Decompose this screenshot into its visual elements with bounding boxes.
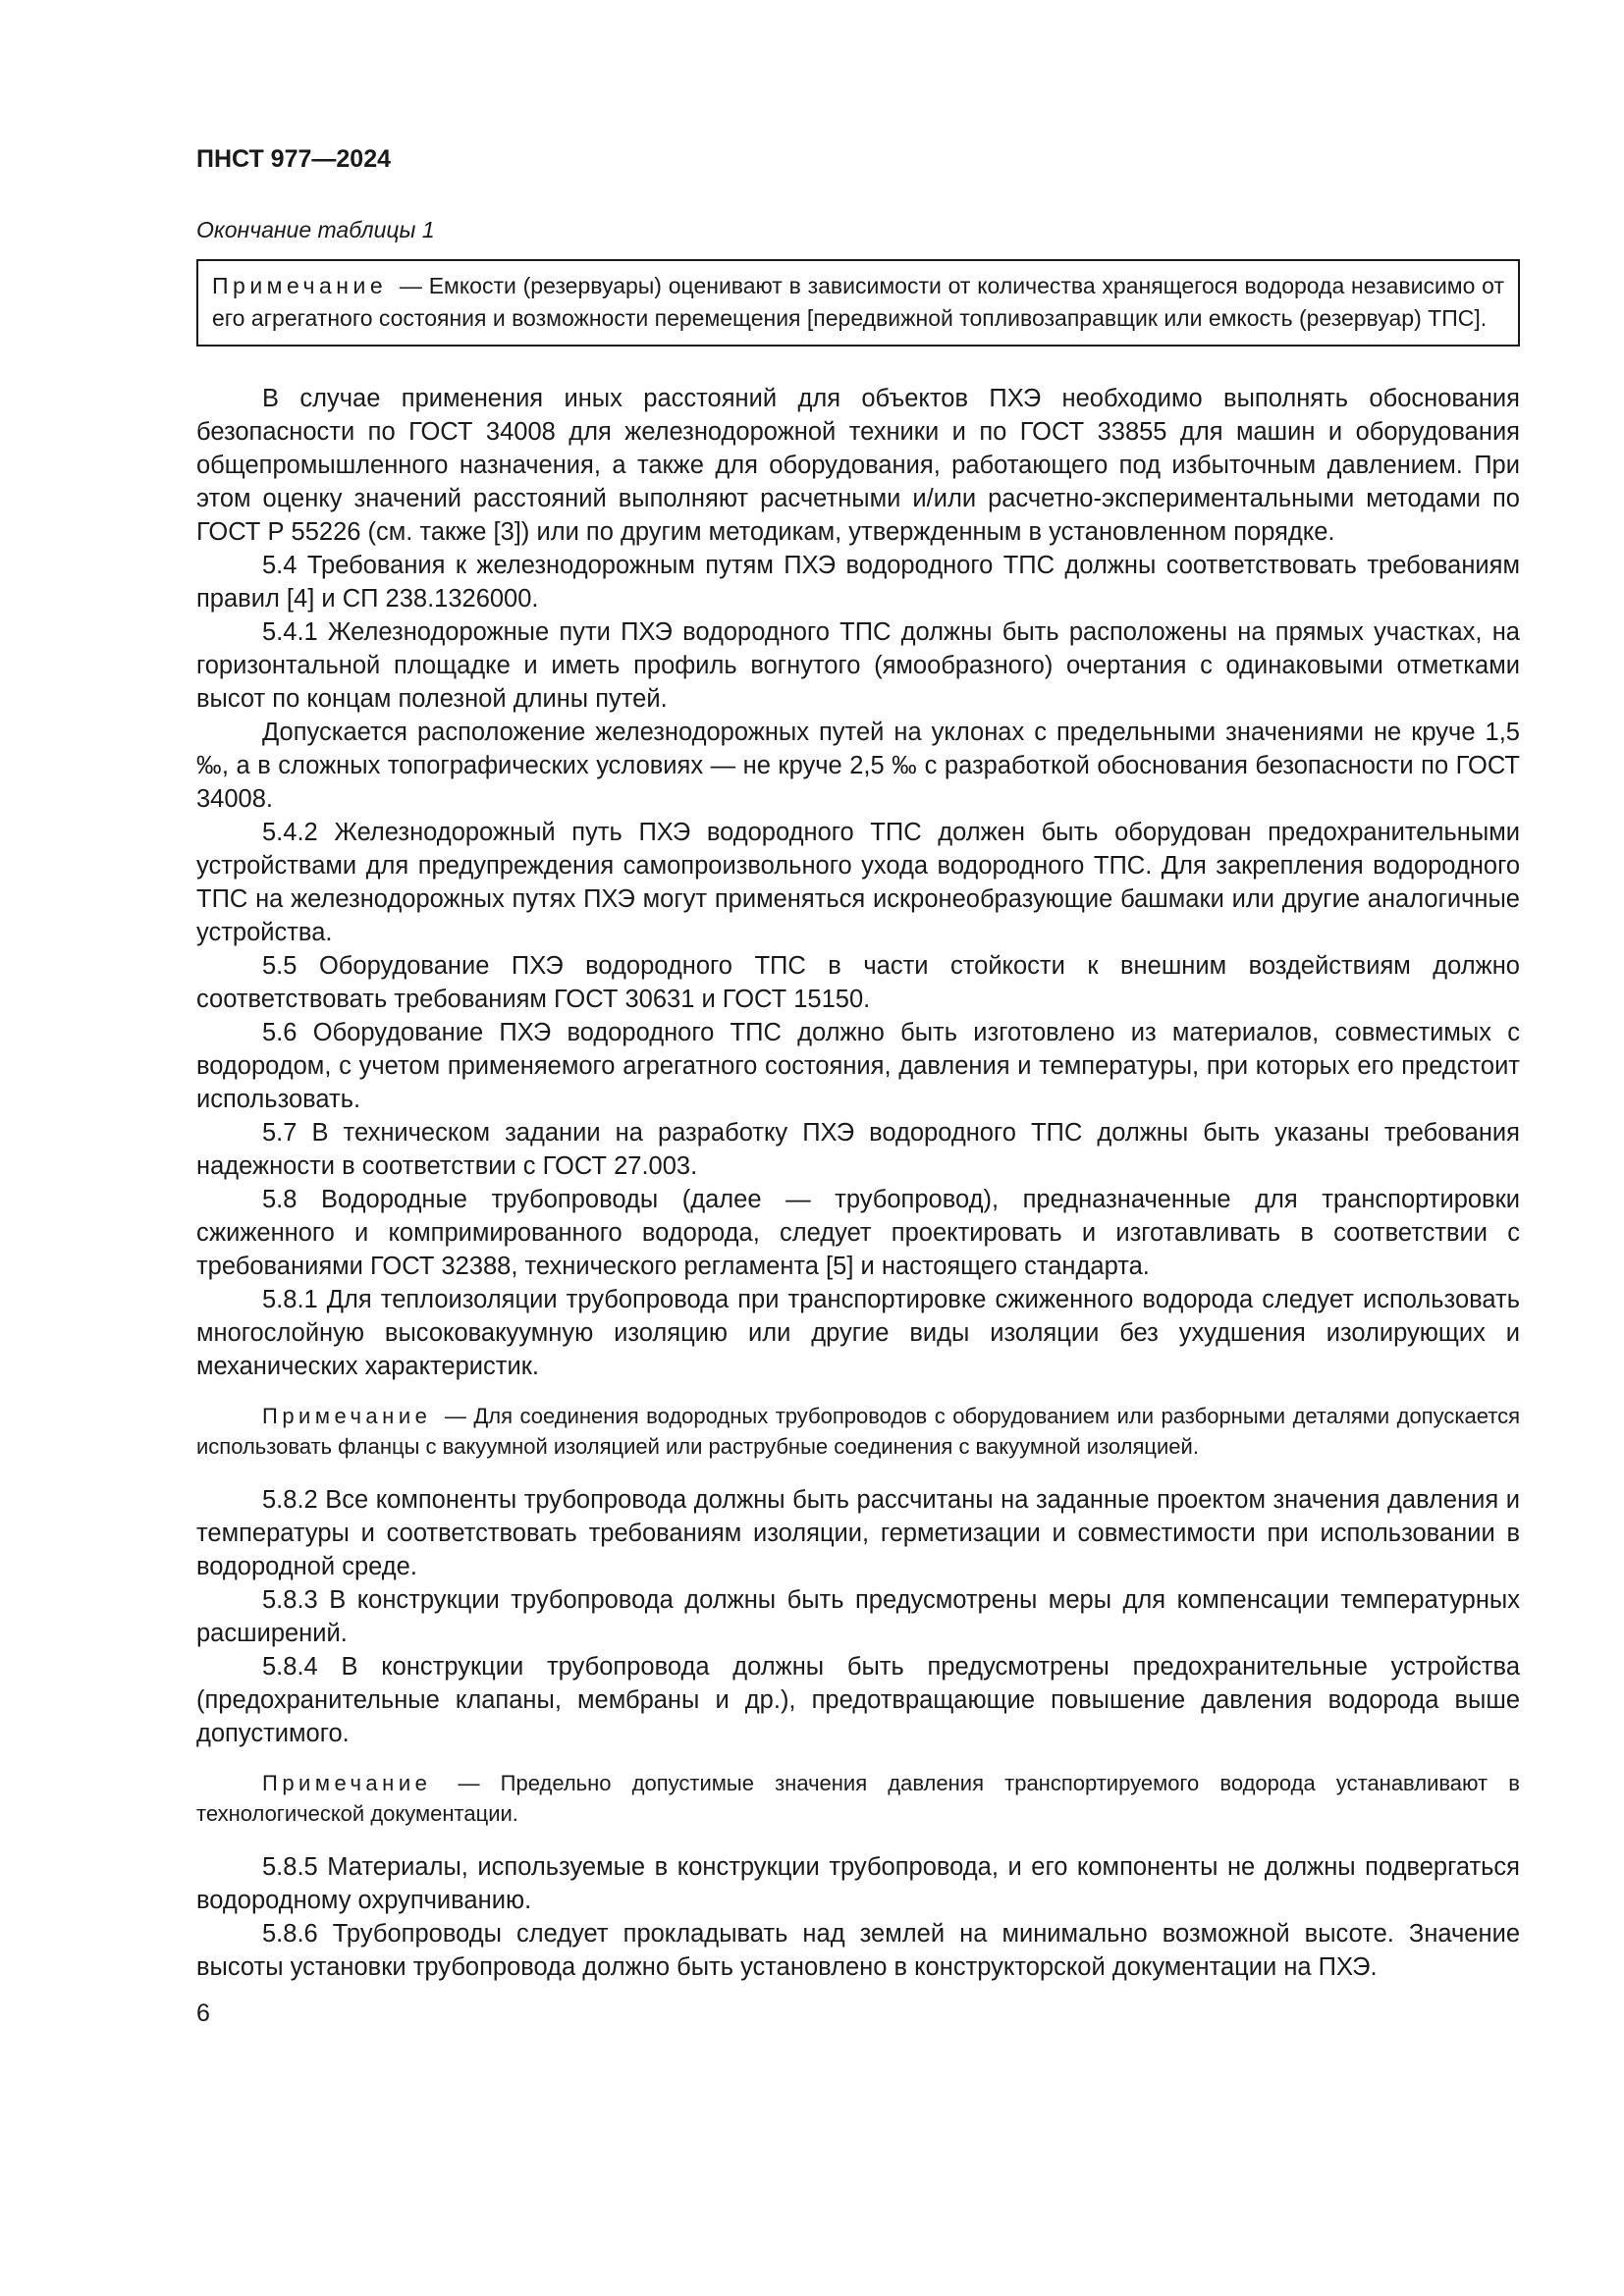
paragraph-5-8-4: 5.8.4 В конструкции трубопровода должны быть предусмотрены предохранительные устройства (предохранительные клапаны, мембраны и др.), предотвращающие повышение давления водорода выше допустимого. (196, 1653, 1520, 1747)
note-label: Примечание (262, 1771, 432, 1795)
paragraph: В случае применения иных расстояний для объектов ПХЭ необходимо выполнять обоснования безопасности по ГОСТ 34008 для железнодорожной техники и по ГОСТ 33855 для машин и оборудования общепромышленного назначения, а также для оборудования, работающего под избыточным давлением. При этом оценку значений расстояний выполняют расчетными и/или расчетно-экспериментальными методами по ГОСТ Р 55226 (см. также [3]) или по другим методикам, утвержденным в установленном порядке. (196, 385, 1520, 546)
page-number: 6 (196, 2000, 210, 2027)
note-text: — Предельно допустимые значения давления транспортируемого водорода устанавливают в технологической документации. (196, 1771, 1520, 1826)
paragraph-5-4-1: 5.4.1 Железнодорожные пути ПХЭ водородного ТПС должны быть расположены на прямых участках, на горизонтальной площадке и иметь профиль вогнутого (ямообразного) очертания с одинаковыми отметками высот по концам полезной длины путей. (196, 618, 1520, 713)
table-continuation-caption: Окончание таблицы 1 (196, 217, 435, 242)
paragraph: Допускается расположение железнодорожных путей на уклонах с предельными значениями не круче 1,5 ‰, а в сложных топографических условиях — не круче 2,5 ‰ с разработкой обоснования безопасности по ГОСТ 34008. (196, 719, 1520, 813)
note-text: — Для соединения водородных трубопроводов с оборудованием или разборными деталями допускается использовать фланцы с вакуумной изоляцией или раструбные соединения с вакуумной изоляцией. (196, 1404, 1520, 1459)
paragraph-5-6: 5.6 Оборудование ПХЭ водородного ТПС должно быть изготовлено из материалов, совместимых с водородом, с учетом применяемого агрегатного состояния, давления и температуры, при которых его предстоит использовать. (196, 1019, 1520, 1113)
paragraph-5-8-6: 5.8.6 Трубопроводы следует прокладывать над землей на минимально возможной высоте. Значение высоты установки трубопровода должно быть установлено в конструкторской документации на ПХЭ. (196, 1920, 1520, 1981)
table-note-text: — Емкости (резервуары) оценивают в зависимости от количества хранящегося водорода независимо от его агрегатного состояния и возможности перемещения [передвижной топливозаправщик или емкость (резервуар) ТПС]. (212, 273, 1504, 331)
paragraph-5-5: 5.5 Оборудование ПХЭ водородного ТПС в части стойкости к внешним воздействиям должно соответствовать требованиям ГОСТ 30631 и ГОСТ 15150. (196, 952, 1520, 1013)
table-note-label: Примечание (212, 273, 388, 298)
note-flanges (196, 1401, 1520, 1462)
document-code: ПНСТ 977—2024 (196, 145, 391, 173)
paragraph-5-4-2: 5.4.2 Железнодорожный путь ПХЭ водородного ТПС должен быть оборудован предохранительными устройствами для предупреждения самопроизвольного ухода водородного ТПС. Для закрепления водородного ТПС на железнодорожных путях ПХЭ могут применяться искронеобразующие башмаки или другие аналогичные устройства. (196, 819, 1520, 946)
paragraph-5-8-2: 5.8.2 Все компоненты трубопровода должны быть рассчитаны на заданные проектом значения давления и температуры и соответствовать требованиям изоляции, герметизации и совместимости при использовании в водородной среде. (196, 1486, 1520, 1580)
paragraph-5-8: 5.8 Водородные трубопроводы (далее — трубопровод), предназначенные для транспортировки сжиженного и компримированного водорода, следует проектировать и изготавливать в соответствии с требованиями ГОСТ 32388, технического регламента [5] и настоящего стандарта. (196, 1186, 1520, 1280)
paragraph-5-8-5: 5.8.5 Материалы, используемые в конструкции трубопровода, и его компоненты не должны подвергаться водородному охрупчиванию. (196, 1853, 1520, 1914)
paragraph-5-8-1: 5.8.1 Для теплоизоляции трубопровода при транспортировке сжиженного водорода следует использовать многослойную высоковакуумную изоляцию или другие виды изоляции без ухудшения изолирующих и механических характеристик. (196, 1286, 1520, 1380)
paragraph-5-8-3: 5.8.3 В конструкции трубопровода должны быть предусмотрены меры для компенсации температурных расширений. (196, 1586, 1520, 1647)
note-pressure (196, 1768, 1520, 1829)
paragraph-5-4: 5.4 Требования к железнодорожным путям ПХЭ водородного ТПС должны соответствовать требованиям правил [4] и СП 238.1326000. (196, 552, 1520, 613)
document-page (196, 145, 1520, 2028)
table-note-box (196, 259, 1520, 347)
note-label: Примечание (262, 1404, 432, 1428)
paragraph-5-7: 5.7 В техническом задании на разработку ПХЭ водородного ТПС должны быть указаны требования надежности в соответствии с ГОСТ 27.003. (196, 1119, 1520, 1180)
